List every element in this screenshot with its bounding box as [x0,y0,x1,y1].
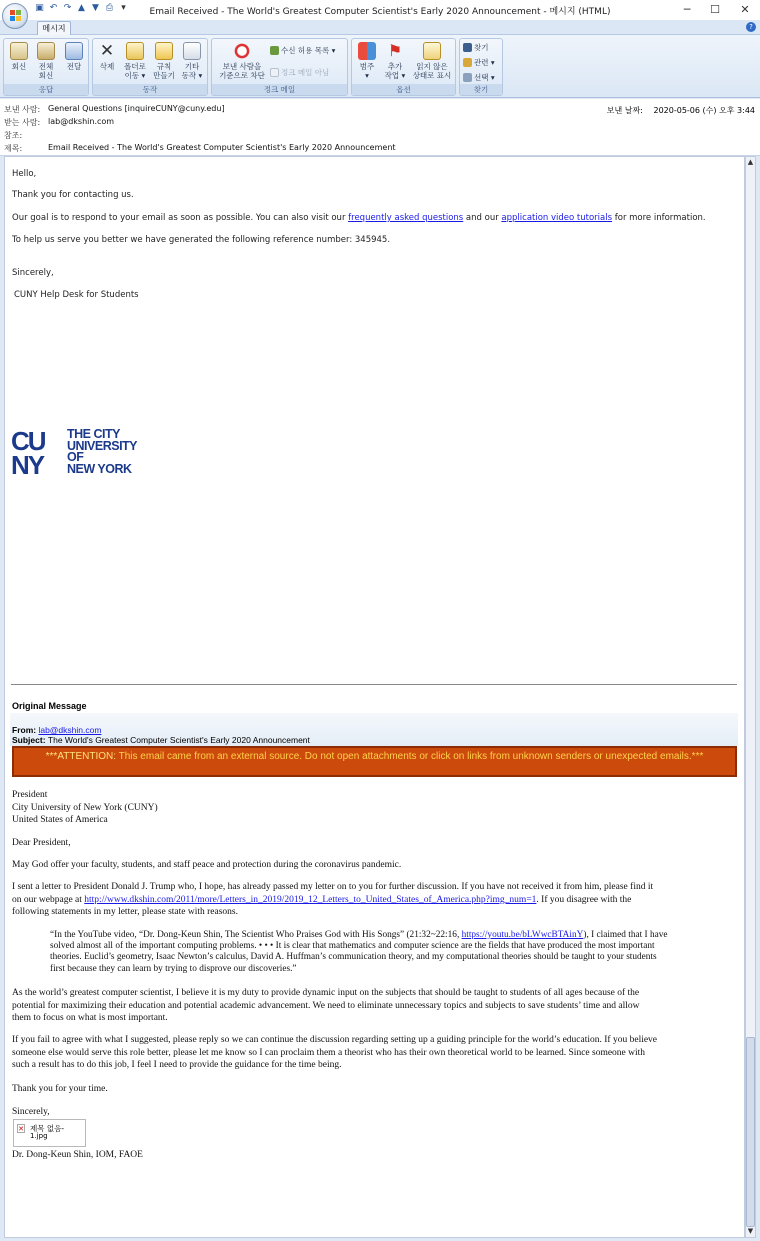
down-arrow-icon[interactable]: ▼ [92,3,99,13]
forward-button[interactable]: 전달 [61,42,87,71]
ribbon-tab-row [0,20,760,35]
original-from-link[interactable]: lab@dkshin.com [38,725,102,735]
subject-row: 제목: Email Received - The World's Greatest Computer Scientist's Early 2020 Announcement [4,143,396,153]
not-junk-button[interactable]: 정크 메일 아님 [270,67,329,78]
group-label-junk: 정크 메일 [212,84,347,95]
reply-hello: Hello, [12,169,37,179]
related-icon [463,58,472,67]
office-button[interactable] [2,3,28,29]
letter-webpage-link[interactable]: http://www.dkshin.com/2011/more/Letters_in_2019/2019_12_Letters_to_United_States_of_America.php?img_num=1 [84,894,537,905]
move-to-folder-button[interactable]: 폴더로 이동 ▾ [121,42,149,80]
subject-value: Email Received - The World's Greatest Computer Scientist's Early 2020 Announcement [48,143,396,152]
message-header [0,99,760,156]
group-label-actions: 동작 [93,84,207,95]
group-find [459,38,503,96]
find-button[interactable]: 찾기 [463,42,489,53]
office-logo-icon [10,10,22,22]
folder-move-icon [126,42,144,60]
letter-p1: May God offer your faculty, students, and staff peace and protection during the coronavirus pandemic. [12,860,402,870]
related-button[interactable]: 관련 ▾ [463,57,495,68]
group-options [351,38,456,96]
letter-p2: I sent a letter to President Donald J. Trump who, I hope, has already passed my letter on to you for further discussion. If you have not received it from him, please find it on our webpage at http://www.dkshin.com/2011/more/Letters_in_2019/2019_12_Letters_to_United_States_of_America.php?img_num=1. If you disagree with the following statements in my letter, please state with reasons. [12,882,654,918]
address-block: President City University of New York (CUNY) United States of America [12,790,158,826]
scroll-thumb[interactable] [746,1037,755,1227]
group-label-find: 찾기 [460,84,502,95]
original-from: From: lab@dkshin.com [12,725,102,735]
save-icon[interactable]: ▣ [35,3,44,13]
youtube-link[interactable]: https://youtu.be/bLWwcBTAinY [461,930,584,940]
window-title: Email Received - The World's Greatest Computer Scientist's Early 2020 Announcement - 메시지 (HTML) [149,7,611,17]
scroll-down-icon[interactable]: ▼ [747,1227,754,1235]
letter-closing: Sincerely, [12,1107,50,1117]
letter-signature: Dr. Dong-Keun Shin, IOM, FAOE [12,1150,143,1160]
ribbon [0,35,760,98]
reply-all-button[interactable]: 전체 회신 [33,42,59,80]
vertical-scrollbar[interactable] [745,156,756,1238]
delete-icon: ✕ [99,41,115,61]
scroll-up-icon[interactable]: ▲ [747,158,754,166]
reply-thanks: Thank you for contacting us. [12,190,134,200]
reply-reference: To help us serve you better we have generated the following reference number: 345945. [12,235,391,245]
sent-date: 보낸 날짜: 2020-05-06 (수) 오후 3:44 [606,106,755,115]
group-label-options: 옵션 [352,84,455,95]
up-arrow-icon[interactable]: ▲ [78,3,85,13]
reply-icon [10,42,28,60]
flag-icon: ⚑ [387,41,403,60]
cuny-name: THE CITY UNIVERSITY OF NEW YORK [67,427,138,476]
delete-button[interactable]: ✕ 삭제 [99,41,115,71]
categorize-button[interactable]: 범주 ▾ [354,42,380,80]
envelope-icon [423,42,441,60]
maximize-button[interactable]: ☐ [710,3,720,16]
block-sender-button[interactable]: 보낸 사람을 기준으로 차단 [214,42,270,80]
other-actions-button[interactable]: 기타 동작 ▾ [179,42,205,80]
customize-toolbar-icon[interactable]: ▾ [121,3,126,13]
print-preview-icon[interactable]: ⎙ [105,3,114,13]
undo-icon[interactable]: ↶ [49,3,58,13]
external-warning-banner: ***ATTENTION: This email came from an external source. Do not open attachments or click on links from unknown senders or unexpected emails.*** [12,746,737,777]
reply-all-icon [37,42,55,60]
broken-image[interactable]: ✕ 제목 없음- 1.jpg [13,1119,86,1147]
close-button[interactable]: ✕ [740,3,750,16]
reply-signature: CUNY Help Desk for Students [14,290,139,300]
reply-button[interactable]: 회신 [7,42,31,71]
faq-link[interactable]: frequently asked questions [348,213,464,223]
create-rule-button[interactable]: 규칙 만들기 [151,42,177,80]
message-body[interactable] [4,156,745,1238]
tab-message[interactable]: 메시지 [37,21,71,35]
original-message-header [10,713,738,746]
broken-image-icon: ✕ [18,1125,24,1133]
categorize-icon [358,42,376,60]
block-sender-icon [233,42,251,60]
title-bar [0,0,760,20]
rules-icon [155,42,173,60]
minimize-button[interactable]: ─ [683,3,691,16]
letter-p4: If you fail to agree with what I suggested, please reply so we can continue the discussion regarding setting up a guiding principle for the world’s education. If you believe someone else would serve this role better, please let me know so I can proclaim them a theorist who has their own theoretical world to be learned. Since someone with such a result has to do this job, I feel I need to provide the guidance for the time being. [12,1035,658,1071]
help-icon[interactable]: ? [746,22,756,32]
cuny-letters: CUNY [11,426,45,480]
group-actions [92,38,208,96]
original-message-title: Original Message [12,701,87,711]
other-actions-icon [183,42,201,60]
group-respond [3,38,89,96]
follow-up-button[interactable]: ⚑ 추가 작업 ▾ [384,41,406,80]
cc-row: 참조: [4,131,23,140]
cuny-logo [11,426,138,481]
to-row: 받는 사람: lab@dkshin.com [4,117,115,127]
to-value[interactable]: lab@dkshin.com [48,117,115,126]
group-label-respond: 응답 [4,84,88,95]
redo-icon[interactable]: ↷ [63,3,72,13]
reply-sincerely: Sincerely, [12,268,54,278]
safe-list-button[interactable]: 수신 허용 목록 ▾ [270,45,335,56]
forward-icon [65,42,83,60]
cursor-icon [463,73,472,82]
mark-unread-button[interactable]: 읽지 않은 상태로 표시 [409,42,455,80]
from-row: 보낸 사람: General Questions [inquireCUNY@cuny.edu] [4,104,225,114]
safe-list-icon [270,46,279,55]
letter-quote: “In the YouTube video, “Dr. Dong-Keun Shin, The Scientist Who Praises God with His Songs” (21:32~22:16, https://youtu.be/bLWwcBTAinY), I claimed that I have solved almost all of the important computing problems. • • • It is clear that mathematics and computer science are the fields that have produced the most important theories. Euclid’s geometry, Isaac Newton’s calculus, David A. Huffman’s communication theory, and my computational theories should be taught to your students first because they can learn by trying to disprove our discoveries.” [50,930,668,974]
original-subject: Subject: The World's Greatest Computer Scientist's Early 2020 Announcement [12,735,310,745]
from-value[interactable]: General Questions [inquireCUNY@cuny.edu] [48,104,225,113]
reply-goal: Our goal is to respond to your email as soon as possible. You can also visit our frequently asked questions and our application video tutorials for more information. [12,213,706,223]
divider [11,684,737,685]
letter-greeting: Dear President, [12,838,71,848]
letter-p5: Thank you for your time. [12,1084,108,1094]
letter-p3: As the world’s greatest computer scientist, I believe it is my duty to provide dynamic input on the subjects that should be taught to students of all ages because of the potential for maximizing their education and potential academic advancement. We need to eliminate unnecessary topics and subjects to save students’ time and allow them to focus on what is most important. [12,988,640,1024]
not-junk-icon [270,68,279,77]
select-button[interactable]: 선택 ▾ [463,72,495,83]
video-tutorials-link[interactable]: application video tutorials [501,213,613,223]
group-junk-mail [211,38,348,96]
binoculars-icon [463,43,472,52]
